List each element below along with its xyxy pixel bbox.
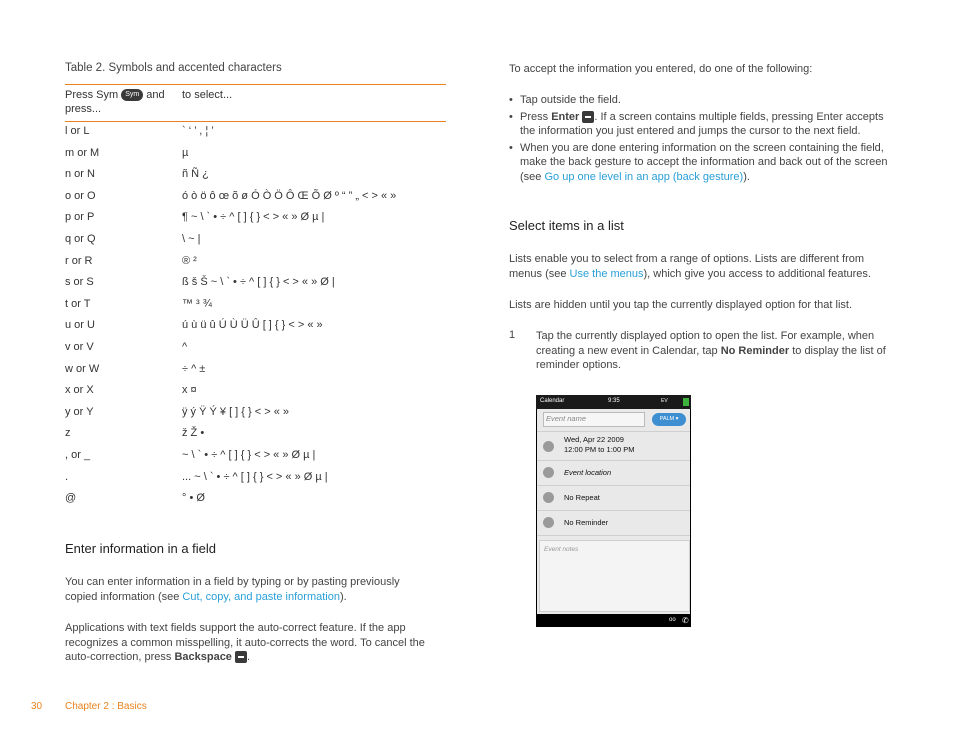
table-row xyxy=(65,338,446,360)
event-date: Wed, Apr 22 2009 xyxy=(564,435,624,444)
symbols-cell: ó ò ö ô œ õ ø Ó Ò Ö Ô Œ Õ Ø º “ ” „ < > « » xyxy=(182,189,397,202)
table-row xyxy=(65,230,446,252)
table-row xyxy=(65,295,446,317)
phone-bottom-bar xyxy=(536,614,691,627)
text: Press xyxy=(520,110,552,123)
backspace-key-icon xyxy=(235,651,247,663)
key-cell: y or Y xyxy=(65,405,94,418)
paragraph-lists xyxy=(509,252,894,281)
network-indicator: EV xyxy=(661,398,668,404)
key-cell: n or N xyxy=(65,168,95,181)
header-text: Press Sym xyxy=(65,89,122,101)
link-cut-copy-paste[interactable]: Cut, copy, and paste information xyxy=(182,590,340,603)
symbols-cell: ° • Ø xyxy=(182,492,205,505)
table-row xyxy=(65,122,446,144)
text: ). xyxy=(339,590,347,603)
table-body xyxy=(65,122,446,511)
text: Lists enable you to select from a range of options. Lists are different from menus (see xyxy=(509,253,865,280)
bell-icon xyxy=(543,517,554,528)
table-row xyxy=(65,208,446,230)
text: to display the list of reminder options. xyxy=(536,344,886,371)
paragraph-accept-intro: To accept the information you entered, do one of the following: xyxy=(509,63,813,75)
key-cell: x or X xyxy=(65,384,94,397)
reminder-value: No Reminder xyxy=(564,518,609,527)
paragraph-autocorrect xyxy=(65,621,445,665)
notes-placeholder: Event notes xyxy=(544,546,579,553)
key-cell: l or L xyxy=(65,125,90,137)
event-location: Event location xyxy=(564,468,612,477)
key-cell: , or _ xyxy=(65,448,91,461)
page-number: 30 xyxy=(31,701,43,712)
step-number: 1 xyxy=(509,329,516,341)
symbols-cell: ® ² xyxy=(182,254,197,267)
symbols-cell: ^ xyxy=(182,340,188,353)
key-cell: p or P xyxy=(65,211,95,224)
symbols-cell: ¶ ~ \ ` • ÷ ^ [ ] { } < > « » Ø µ | xyxy=(182,211,325,224)
status-bar xyxy=(536,395,691,409)
paragraph-lists-hidden: Lists are hidden until you tap the currently displayed option for that list. xyxy=(509,299,853,311)
key-cell: u or U xyxy=(65,319,95,332)
text: You can enter information in a field by typing or by pasting previously copied information (see xyxy=(65,576,400,603)
key-cell: v or V xyxy=(65,340,94,353)
symbols-cell: ... ~ \ ` • ÷ ^ [ ] { } < > « » Ø µ | xyxy=(182,470,328,483)
key-cell: @ xyxy=(65,492,77,505)
symbols-cell: ú ù ü û Ú Ù Ü Û [ ] { } < > « » xyxy=(182,319,323,332)
backspace-label: Backspace xyxy=(174,651,232,663)
table-header-col2: to select... xyxy=(182,89,233,101)
table-row xyxy=(65,489,446,511)
repeat-icon xyxy=(543,492,554,503)
link-use-menus[interactable]: Use the menus xyxy=(569,267,644,280)
table-header-col1 xyxy=(65,88,175,116)
table-row xyxy=(65,252,446,274)
symbols-cell: ` ‘ ’ , ¦ ‛ xyxy=(182,125,214,137)
table-row xyxy=(65,446,446,468)
location-icon xyxy=(543,467,554,478)
list-item xyxy=(509,141,894,185)
symbols-cell: ÿ ý Ÿ Ý ¥ [ ] { } < > « » xyxy=(182,405,290,418)
clock: 9:35 xyxy=(608,398,620,404)
call-icon: ✆ xyxy=(682,616,689,625)
table-row xyxy=(65,273,446,295)
reminder-row[interactable] xyxy=(537,511,690,536)
table-row xyxy=(65,381,446,403)
table-row xyxy=(65,165,446,187)
key-cell: t or T xyxy=(65,297,91,310)
list-item: • Tap outside the field. xyxy=(509,93,894,108)
symbols-cell: ~ \ ` • ÷ ^ [ ] { } < > « » Ø µ | xyxy=(182,448,316,461)
table-header xyxy=(65,84,446,122)
clock-icon xyxy=(543,441,554,452)
symbols-cell: ÷ ^ ± xyxy=(182,362,206,375)
location-row[interactable] xyxy=(537,461,690,486)
key-cell: r or R xyxy=(65,254,93,267)
key-cell: o or O xyxy=(65,189,96,202)
symbols-cell: ñ Ñ ¿ xyxy=(182,168,209,181)
text: ), which give you access to additional features. xyxy=(643,267,871,280)
symbols-cell: ž Ž • xyxy=(182,427,205,440)
table-row xyxy=(65,316,446,338)
text: . xyxy=(247,651,251,663)
link-back-gesture[interactable]: Go up one level in an app (back gesture) xyxy=(544,170,744,183)
symbols-table xyxy=(65,84,446,511)
key-cell: . xyxy=(65,470,69,483)
event-form xyxy=(537,409,690,614)
symbols-cell: x ¤ xyxy=(182,384,197,397)
key-cell: w or W xyxy=(65,362,100,375)
text: When you are done entering information on the screen containing the field, make the back gesture to accept the information and back out of the screen (see xyxy=(520,141,888,183)
accept-options-list xyxy=(509,93,894,186)
table-row xyxy=(65,424,446,446)
voicemail-icon: oo xyxy=(669,617,676,623)
table-row xyxy=(65,144,446,166)
key-cell: z xyxy=(65,427,71,440)
app-title: Calendar xyxy=(540,398,565,404)
sym-key-icon: Sym xyxy=(121,89,143,101)
enter-label: Enter xyxy=(551,110,580,123)
event-notes-field[interactable] xyxy=(539,540,690,612)
header-text: and press... xyxy=(65,89,165,115)
symbols-cell: µ xyxy=(182,146,189,159)
symbols-cell: \ ~ | xyxy=(182,232,201,245)
section-heading-enter-info: Enter information in a field xyxy=(65,541,217,556)
repeat-value: No Repeat xyxy=(564,493,600,502)
text: ). xyxy=(743,170,750,183)
enter-key-icon xyxy=(582,111,594,123)
symbols-cell: ™ ³ ¾ xyxy=(182,297,212,310)
text: Tap the currently displayed option to open the list. For example, when creating a new event in Calendar, tap xyxy=(536,330,875,357)
text: Applications with text fields support the auto-correct feature. If the app recognizes a common misspelling, it auto-corrects the word. To cancel the auto-correction, press xyxy=(65,622,425,663)
table-row xyxy=(65,468,446,490)
battery-icon xyxy=(683,398,689,406)
section-heading-select-items: Select items in a list xyxy=(509,218,624,233)
text: . If a screen contains multiple fields, pressing Enter accepts the information you just entered and jumps the cursor to the next field. xyxy=(520,110,884,137)
repeat-row[interactable] xyxy=(537,486,690,511)
table-caption: Table 2. Symbols and accented characters xyxy=(65,62,282,74)
symbols-cell: ß š Š ~ \ ` • ÷ ^ [ ] { } < > « » Ø | xyxy=(182,276,335,289)
chapter-label: Chapter 2 : Basics xyxy=(65,701,147,712)
event-name-input[interactable] xyxy=(543,412,645,427)
table-row xyxy=(65,360,446,382)
key-cell: s or S xyxy=(65,276,94,289)
paragraph-enter-info xyxy=(65,575,425,604)
event-time-range: 12:00 PM to 1:00 PM xyxy=(564,445,635,454)
event-name-row xyxy=(537,409,690,432)
step-text xyxy=(536,329,891,373)
date-time-row[interactable] xyxy=(537,432,690,461)
calendar-selector-button[interactable]: PALM ▾ xyxy=(652,413,686,426)
key-cell: q or Q xyxy=(65,232,96,245)
table-row xyxy=(65,403,446,425)
placeholder-text: Event name xyxy=(546,414,587,423)
phone-screenshot xyxy=(536,395,691,627)
no-reminder-label: No Reminder xyxy=(720,344,790,357)
list-item xyxy=(509,110,894,139)
table-row xyxy=(65,187,446,209)
key-cell: m or M xyxy=(65,146,100,159)
